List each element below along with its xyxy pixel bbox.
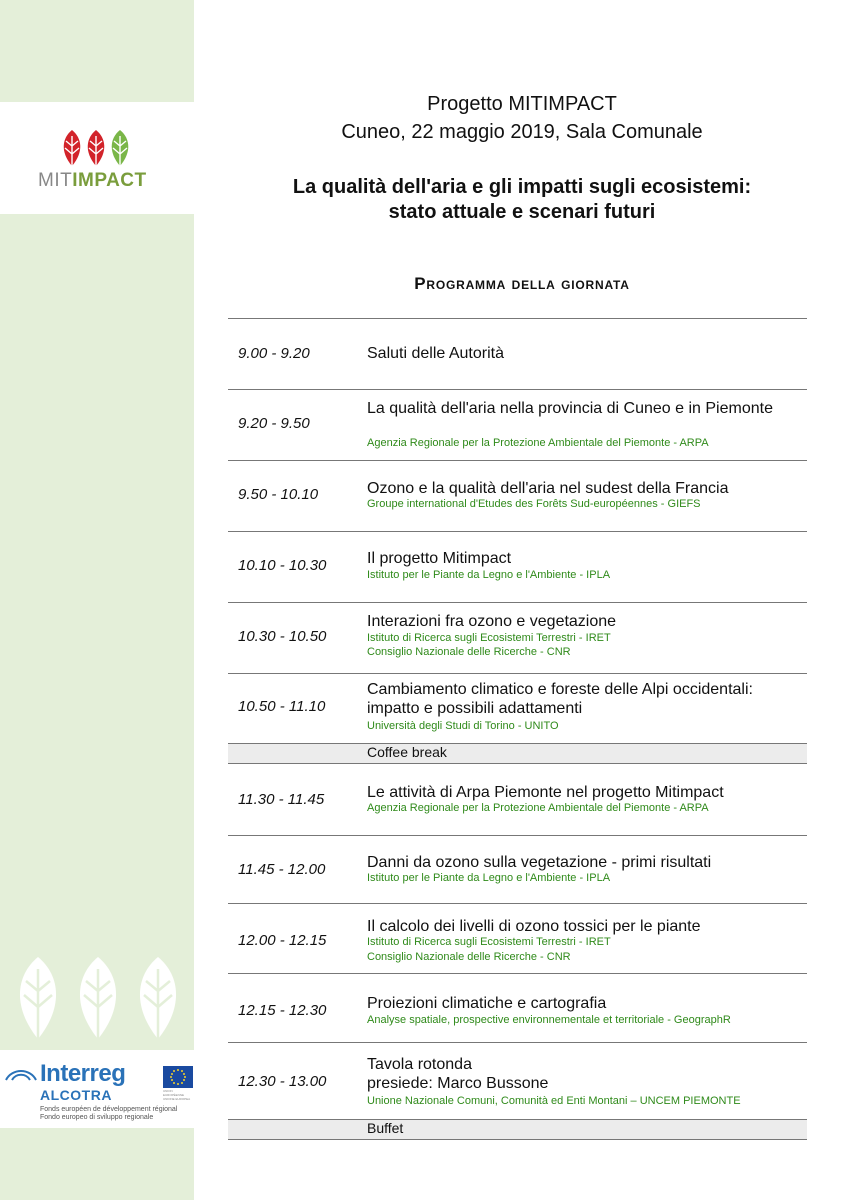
session-time: 10.10 - 10.30 — [238, 557, 327, 574]
logo-text-bold: IMPACT — [72, 170, 147, 191]
session-title: Il calcolo dei livelli di ozono tossici per le piante — [367, 918, 701, 935]
session-time: 11.30 - 11.45 — [238, 791, 325, 808]
session-org: Istituto di Ricerca sugli Ecosistemi Terrestri - IRET — [367, 936, 611, 948]
fonds-caption — [40, 1106, 177, 1122]
row-divider — [228, 903, 807, 904]
session-time: 9.50 - 10.10 — [238, 486, 319, 503]
alcotra-text: ALCOTRA — [40, 1087, 112, 1103]
session-title: Il progetto Mitimpact — [367, 550, 512, 567]
row-divider — [228, 318, 807, 319]
session-org: Analyse spatiale, prospective environnementale et territoriale - GeographR — [367, 1014, 731, 1026]
row-divider — [228, 389, 807, 390]
session-time: 9.00 - 9.20 — [238, 345, 310, 362]
session-org: Consiglio Nazionale delle Ricerche - CNR — [367, 951, 571, 963]
session-org: Università degli Studi di Torino - UNITO — [367, 720, 559, 732]
fonds-fr: Fonds européen de développement régional — [40, 1106, 178, 1113]
session-time: 11.45 - 12.00 — [238, 861, 326, 878]
page-title: Progetto MITIMPACT — [427, 93, 617, 115]
session-org: Agenzia Regionale per la Protezione Ambientale del Piemonte - ARPA — [367, 802, 709, 814]
session-org: Groupe international d'Etudes des Forêts Sud-européennes - GIEFS — [367, 498, 701, 510]
session-title: Le attività di Arpa Piemonte nel progetto Mitimpact — [367, 784, 724, 801]
session-title: Ozono e la qualità dell'aria nel sudest della Francia — [367, 480, 729, 497]
session-title: La qualità dell'aria nella provincia di Cuneo e in Piemonte — [367, 400, 773, 417]
session-title: Proiezioni climatiche e cartografia — [367, 995, 607, 1012]
session-title: Saluti delle Autorità — [367, 345, 504, 362]
eu-flag-icon — [163, 1066, 193, 1088]
row-divider — [228, 602, 807, 603]
event-subtitle: Cuneo, 22 maggio 2019, Sala Comunale — [341, 121, 703, 143]
logo-text-light: MIT — [38, 170, 73, 191]
session-title: Interazioni fra ozono e vegetazione — [367, 613, 617, 630]
session-time: 10.30 - 10.50 — [238, 628, 327, 645]
row-divider — [228, 531, 807, 532]
session-time: 9.20 - 9.50 — [238, 415, 310, 432]
row-divider — [228, 1042, 807, 1043]
row-divider — [228, 835, 807, 836]
session-org: Unione Nazionale Comuni, Comunità ed Enti Montani – UNCEM PIEMONTE — [367, 1095, 741, 1107]
talk-title-line1: La qualità dell'aria e gli impatti sugli ecosistemi: — [292, 176, 752, 198]
mitimpact-logo — [38, 170, 147, 192]
session-org: Agenzia Regionale per la Protezione Ambientale del Piemonte - ARPA — [367, 437, 709, 449]
session-title: Danni da ozono sulla vegetazione - primi risultati — [367, 854, 712, 871]
session-org: Istituto di Ricerca sugli Ecosistemi Terrestri - IRET — [367, 632, 611, 644]
session-time: 10.50 - 11.10 — [238, 698, 326, 715]
session-title: Tavola rotonda presiede: Marco Bussone — [367, 1056, 549, 1092]
decorative-leaves-icon — [8, 955, 188, 1047]
row-divider — [228, 973, 807, 974]
session-title: Cambiamento climatico e foreste delle Alpi occidentali: impatto e possibili adattamenti — [367, 681, 753, 717]
talk-title-line2: stato attuale e scenari futuri — [388, 201, 656, 223]
coffee-break-label: Coffee break — [367, 744, 447, 760]
talk-title — [212, 175, 832, 225]
row-divider — [228, 673, 807, 674]
row-divider — [228, 460, 807, 461]
session-org: Consiglio Nazionale delle Ricerche - CNR — [367, 646, 571, 658]
mitimpact-leaves-icon — [58, 126, 138, 172]
coffee-break-band — [228, 743, 807, 764]
program-heading: Programma della giornata — [414, 274, 630, 293]
session-time: 12.00 - 12.15 — [238, 932, 327, 949]
interreg-logo-text: Interreg — [40, 1060, 126, 1087]
session-time: 12.30 - 13.00 — [238, 1073, 327, 1090]
session-org: Istituto per le Piante da Legno e l'Ambiente - IPLA — [367, 872, 611, 884]
buffet-band — [228, 1119, 807, 1140]
session-org: Istituto per le Piante da Legno e l'Ambiente - IPLA — [367, 569, 611, 581]
fonds-it: Fondo europeo di sviluppo regionale — [40, 1114, 154, 1121]
interreg-wave-icon — [4, 1066, 38, 1082]
session-time: 12.15 - 12.30 — [238, 1002, 327, 1019]
buffet-label: Buffet — [367, 1120, 404, 1136]
eu-caption: UNION EUROPÉENNE UNIONE EUROPEA — [163, 1089, 191, 1101]
